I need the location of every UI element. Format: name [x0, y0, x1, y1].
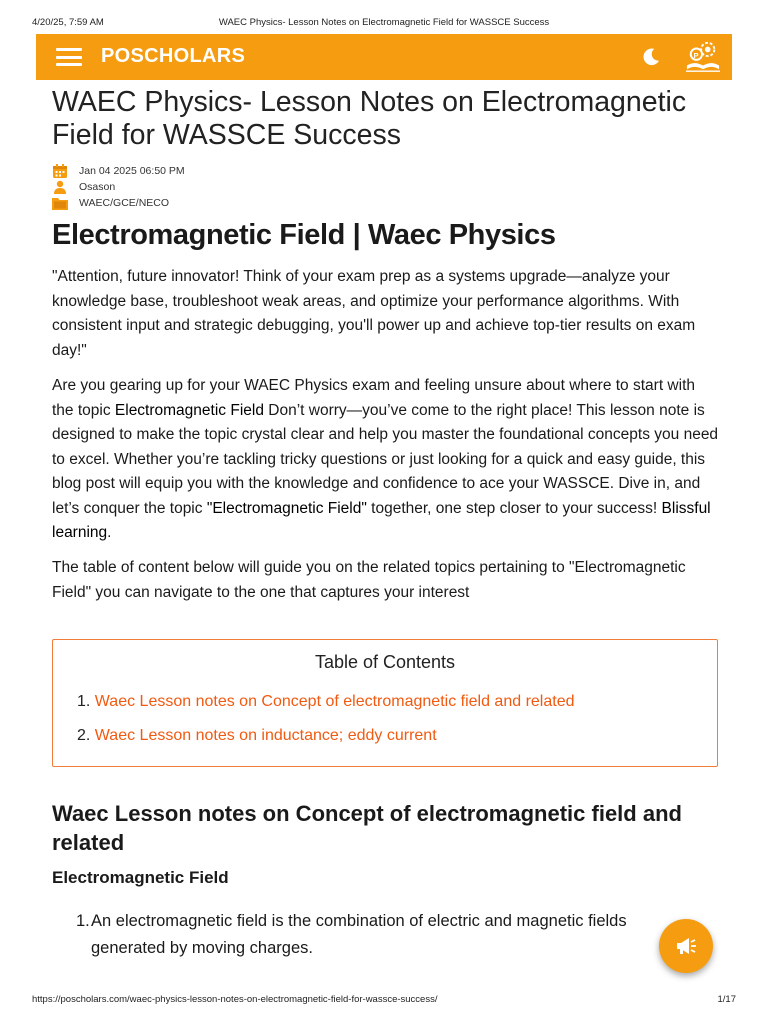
intro-text-3: together, one step closer to your success!	[366, 499, 662, 517]
section-heading: Waec Lesson notes on Concept of electromagnetic field and related	[52, 801, 682, 855]
post-category-text[interactable]: WAEC/GCE/NECO	[79, 197, 170, 209]
brand-name[interactable]: POSCHOLARS	[101, 45, 246, 67]
list-item	[52, 908, 692, 962]
post-date-text: Jan 04 2025 06:50 PM	[79, 165, 185, 177]
moon-icon[interactable]	[640, 46, 662, 68]
top-navbar	[36, 34, 732, 80]
intro-text-1: Are you gearing up for your WAEC Physics exam and feeling unsure about where to start with the topic	[52, 377, 696, 419]
toc-item-number: 2.	[77, 727, 91, 744]
article-heading: Electromagnetic Field | Waec Physics	[52, 219, 556, 251]
calendar-icon	[52, 164, 68, 178]
intro-end: .	[107, 524, 112, 541]
list-item-text: An electromagnetic field is the combination of electric and magnetic fields generated by moving charges.	[91, 912, 627, 957]
megaphone-icon	[675, 936, 697, 956]
poscholars-logo-icon[interactable]	[684, 40, 722, 74]
toc-link-inductance[interactable]: Waec Lesson notes on inductance; eddy current	[94, 727, 437, 744]
print-page-number: 1/17	[717, 994, 736, 1005]
intro-text-2: Don’t worry—you’ve come to the right place! This lesson note is designed to make the topic crystal clear and help you master the foundational concepts you need to excel. Whether you’re tackling tricky questions or just looking for a quick and easy guide, this blog post will equip you with the knowledge and confidence to ace your WASSCE. Dive in, and let’s conquer the topic	[52, 401, 719, 517]
list-item-number: 1.	[76, 912, 90, 930]
folder-icon	[52, 196, 68, 210]
toc-item-number: 1.	[77, 693, 91, 710]
intro-topic: Electromagnetic Field	[114, 401, 264, 419]
intro-paragraph	[52, 374, 720, 546]
intro-topic-quoted: "Electromagnetic Field"	[206, 499, 367, 517]
table-of-contents	[52, 639, 718, 767]
hamburger-icon[interactable]	[56, 48, 82, 66]
post-title: WAEC Physics- Lesson Notes on Electromagnetic Field for WASSCE Success	[52, 86, 687, 151]
print-doc-title: WAEC Physics- Lesson Notes on Electromagnetic Field for WASSCE Success	[218, 17, 550, 28]
intro-closing: Blissful learning	[52, 499, 711, 541]
quote-paragraph: "Attention, future innovator! Think of your exam prep as a systems upgrade—analyze your knowledge base, troubleshoot weak areas, and optimize your performance algorithms. With consistent input and strategic debugging, you'll power up and achieve top-tier results on exam day!"	[52, 268, 696, 359]
section-subheading: Electromagnetic Field	[52, 868, 229, 887]
toc-intro-paragraph: The table of content below will guide you on the related topics pertaining to "Electromagnetic Field" you can navigate to the one that captures your interest	[52, 559, 686, 601]
toc-list	[77, 693, 575, 761]
toc-link-concept[interactable]: Waec Lesson notes on Concept of electromagnetic field and related	[94, 693, 575, 710]
print-url: https://poscholars.com/waec-physics-lesson-notes-on-electromagnetic-field-for-wassce-success/	[32, 994, 438, 1005]
toc-item	[77, 693, 575, 727]
toc-title: Table of Contents	[314, 652, 456, 672]
post-author-text[interactable]: Osason	[79, 181, 116, 193]
user-icon	[52, 180, 68, 194]
announcement-button[interactable]	[659, 919, 713, 973]
section-list	[52, 908, 692, 962]
print-header	[0, 0, 768, 34]
print-date: 4/20/25, 7:59 AM	[32, 17, 104, 28]
toc-item	[77, 727, 575, 761]
svg-text:P: P	[693, 50, 699, 60]
